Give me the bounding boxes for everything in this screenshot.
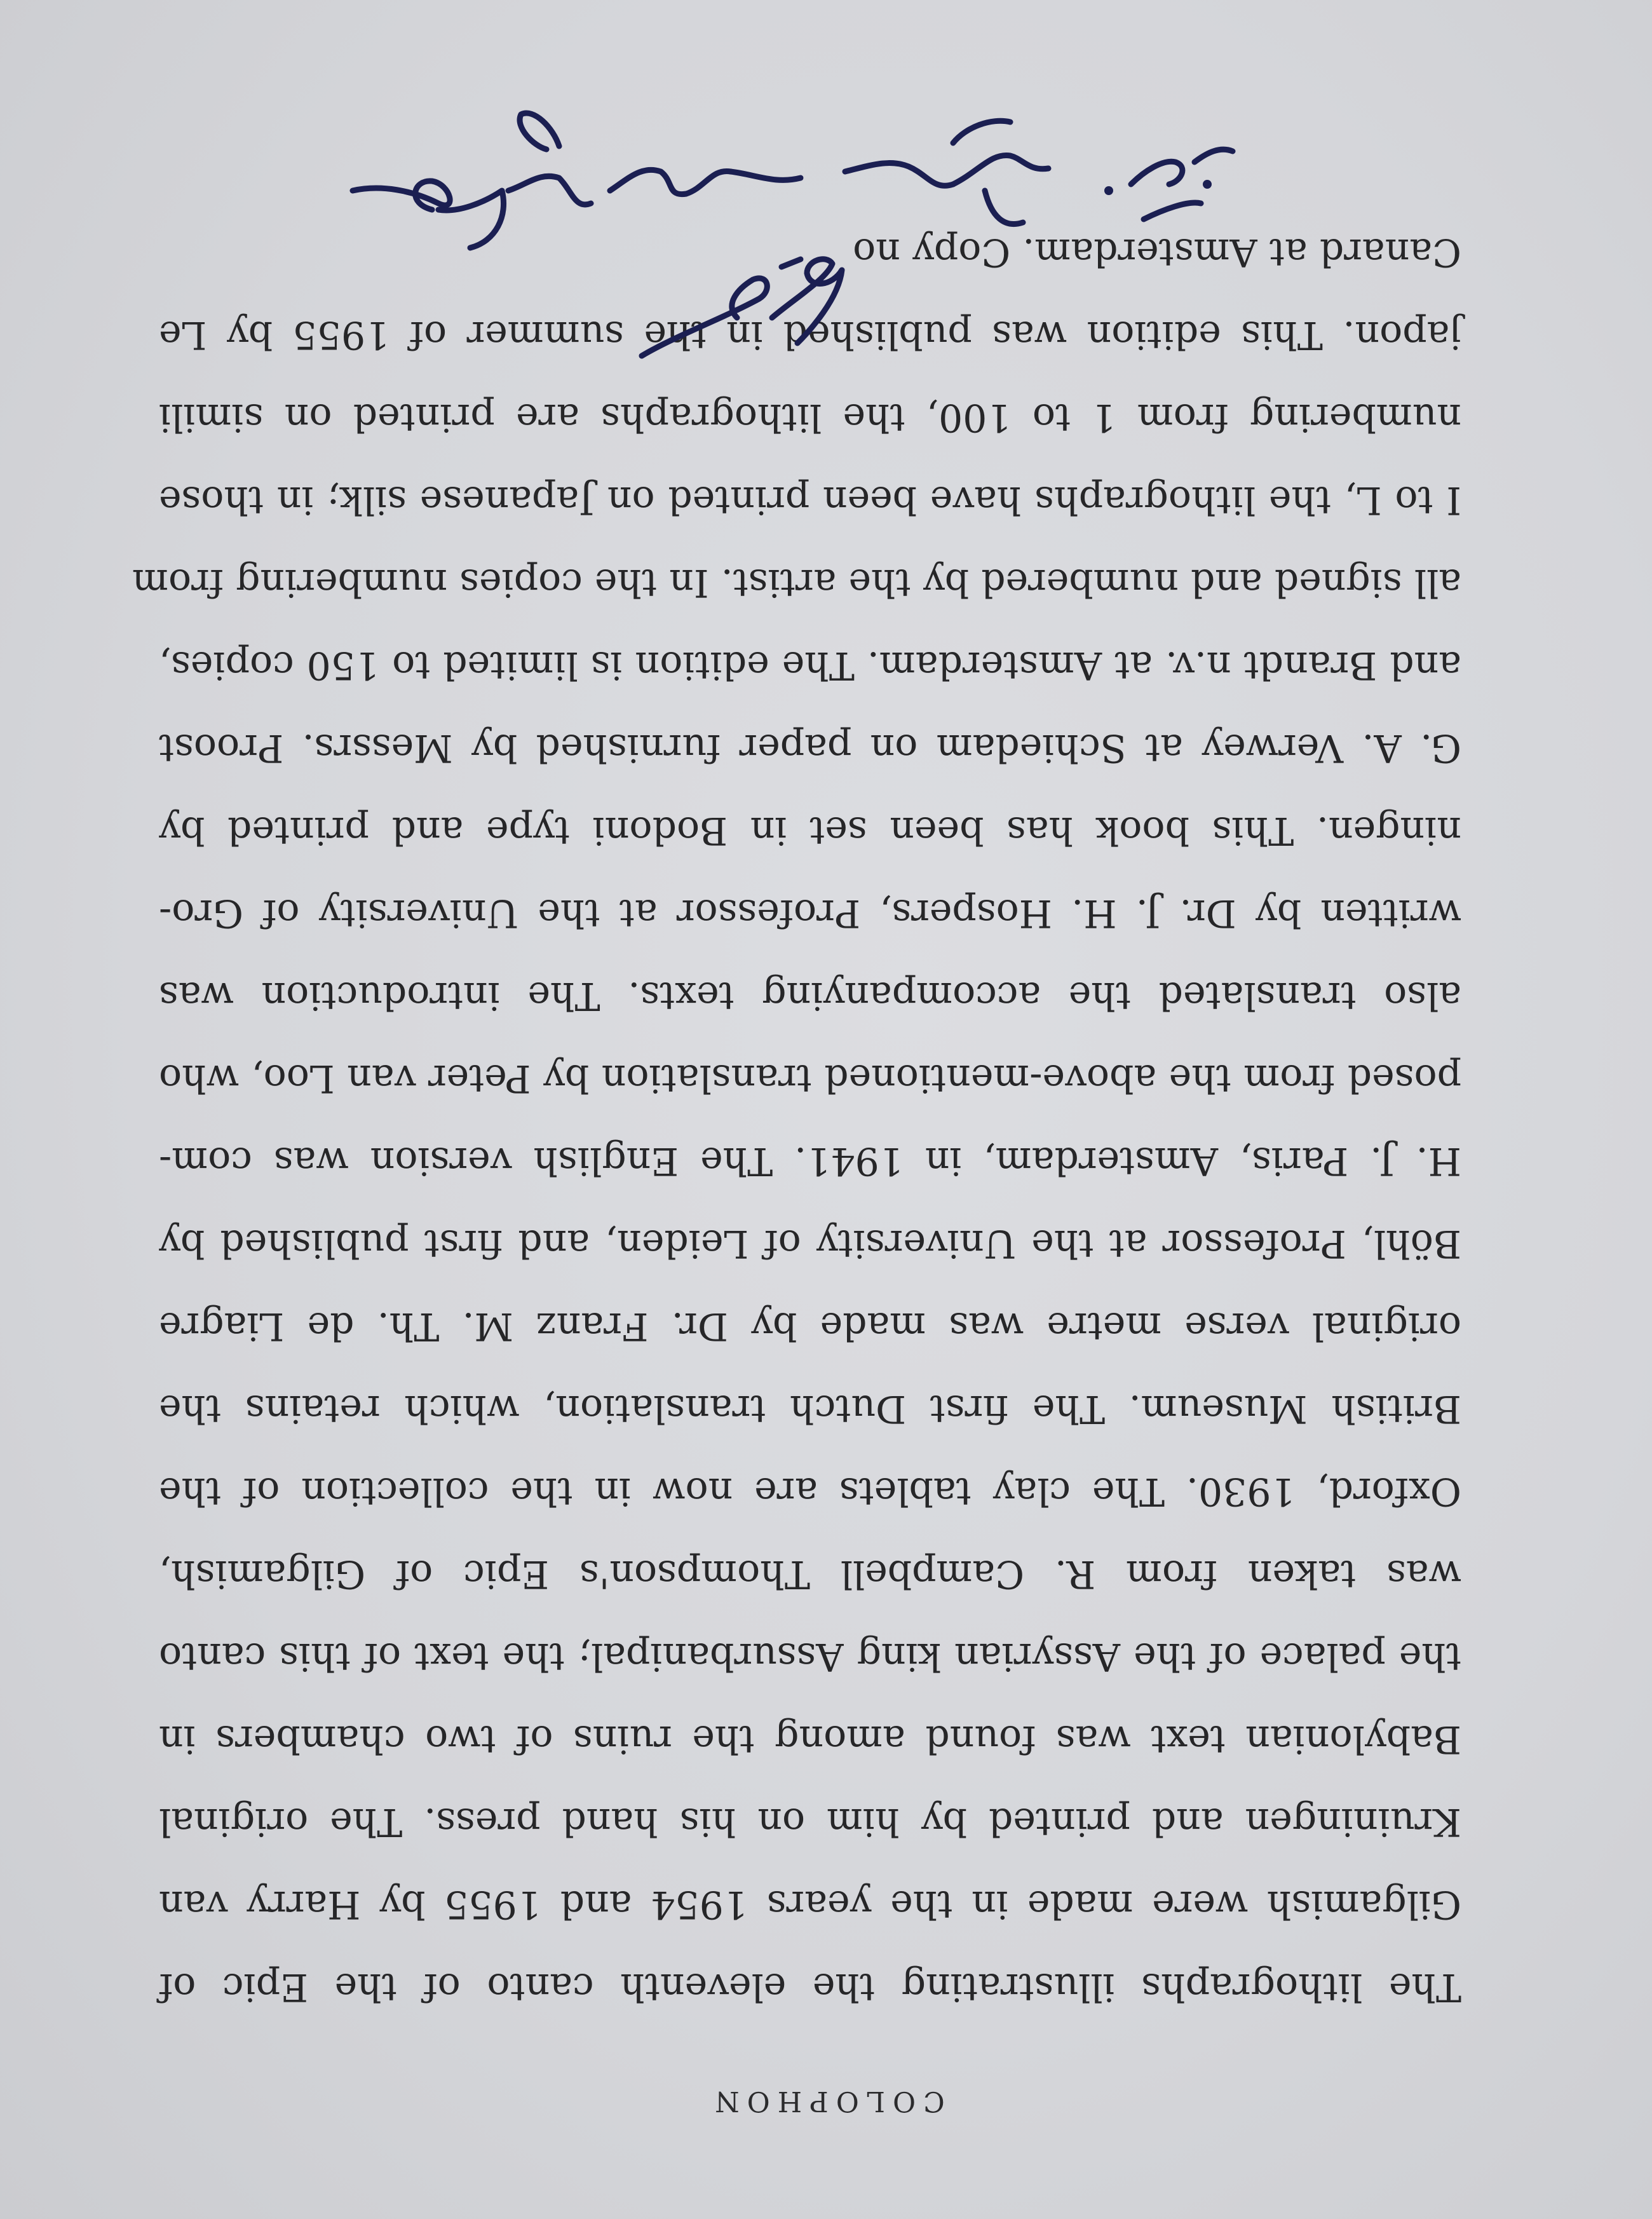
text-line: Oxford, 1930. The clay tablets are now in the collection of the: [159, 1469, 1461, 1514]
text-line: Gilgamish were made in the years 1954 and 1955 by Harry van: [159, 1882, 1461, 1927]
text-line: posed from the above-mentioned translation by Peter van Loo, who: [159, 1056, 1461, 1101]
text-line: G. A. Verwey at Schiedam on paper furnished by Messrs. Proost: [159, 726, 1461, 770]
colophon-body: [132, 211, 1461, 2028]
text-line: and Brandt n.v. at Amsterdam. The edition is limited to 150 copies,: [159, 643, 1461, 688]
text-line: The lithographs illustrating the eleventh canto of the Epic of: [159, 1965, 1461, 2009]
text-line: all signed and numbered by the artist. In the copies numbering from: [132, 560, 1461, 605]
text-line: japon. This edition was published in the summer of 1955 by Le: [159, 313, 1461, 357]
text-line: written by Dr. J. H. Hospers, Professor at the University of Gro-: [159, 891, 1461, 935]
text-line: original verse metre was made by Dr. Franz M. Th. de Liagre: [159, 1304, 1461, 1348]
text-line: numbering from 1 to 100, the lithographs are printed on simili: [159, 395, 1461, 440]
text-line-copy-no: Canard at Amsterdam. Copy no: [853, 230, 1461, 275]
text-line: I to L, the lithographs have been printed on Japanese silk; in those: [159, 478, 1461, 522]
page-title: COLOPHON: [707, 2085, 945, 2117]
text-line: ningen. This book has been set in Bodoni type and printed by: [159, 808, 1461, 853]
text-line: also translated the accompanying texts. The introduction was: [159, 974, 1461, 1018]
text-line: British Museum. The first Dutch translation, which retains the: [159, 1387, 1461, 1431]
text-line: Böhl, Professor at the University of Leiden, and first published by: [159, 1221, 1461, 1266]
text-line: Kruiningen and printed by him on his hand press. The original: [159, 1800, 1461, 1844]
text-line: the palace of the Assyrian king Assurbanipal; the text of this canto: [159, 1634, 1461, 1679]
text-line: H. J. Paris, Amsterdam, in 1941. The English version was com-: [159, 1139, 1461, 1183]
text-line: Babylonian text was found among the ruins of two chambers in: [159, 1717, 1461, 1761]
text-line: was taken from R. Campbell Thompson's Epic of Gilgamish,: [159, 1552, 1461, 1596]
